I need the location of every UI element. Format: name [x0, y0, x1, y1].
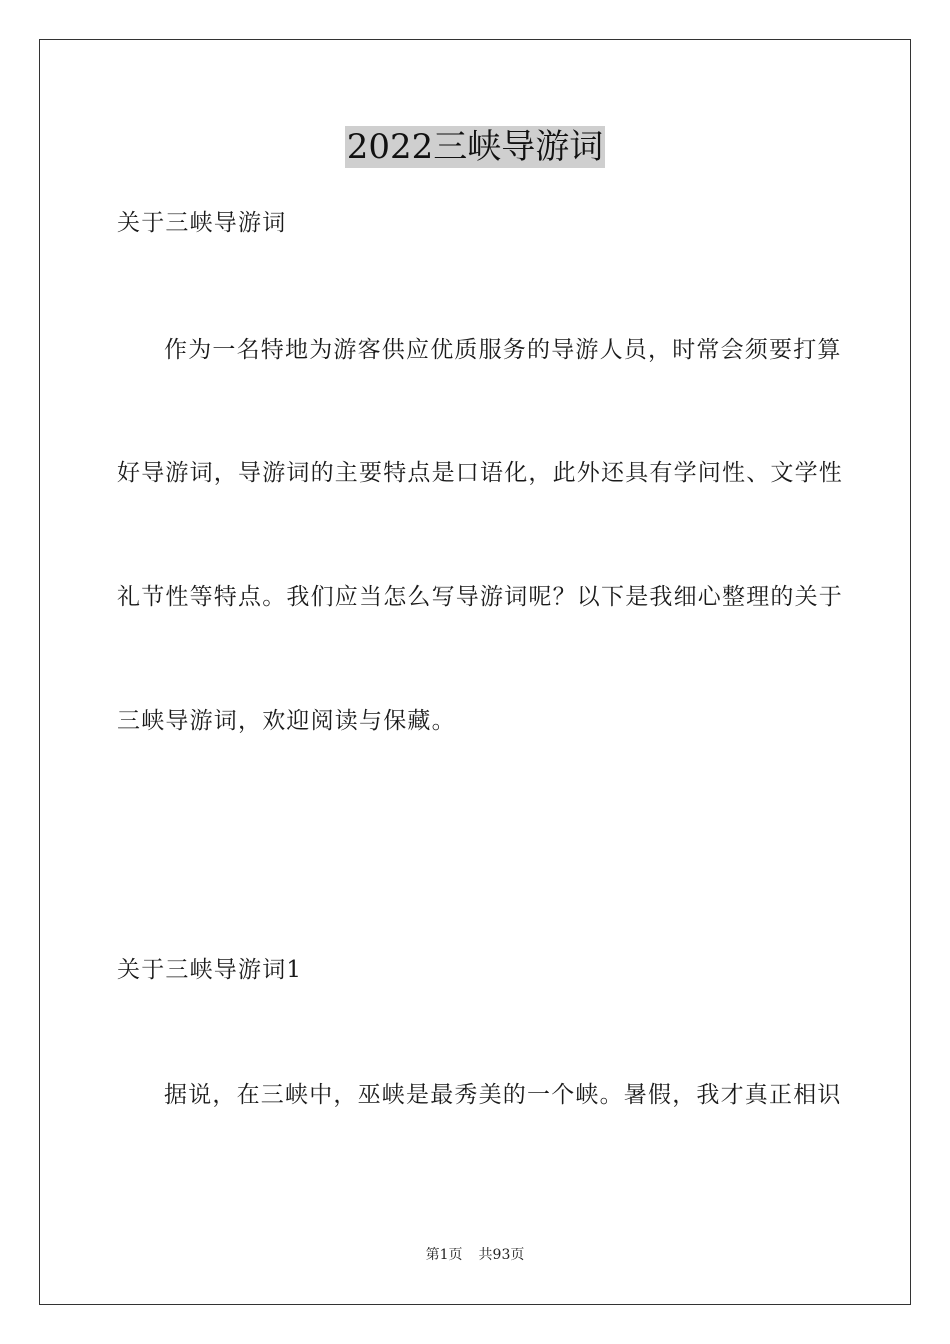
paragraph-line-3: 礼节性等特点。我们应当怎么写导游词呢？以下是我细心整理的关于	[117, 584, 843, 610]
paragraph-line-2: 好导游词，导游词的主要特点是口语化，此外还具有学问性、文学性	[117, 460, 843, 486]
page-footer	[0, 1246, 950, 1264]
section-heading: 关于三峡导游词1	[117, 957, 303, 983]
paragraph-line-4: 三峡导游词，欢迎阅读与保藏。	[117, 708, 456, 734]
subtitle: 关于三峡导游词	[117, 210, 287, 236]
page-number: 第1页	[425, 1247, 463, 1263]
section-first-line: 据说，在三峡中，巫峡是最秀美的一个峡。暑假，我才真正相识	[164, 1082, 842, 1108]
paragraph-line-1: 作为一名特地为游客供应优质服务的导游人员，时常会须要打算	[164, 337, 842, 363]
document-title: 2022三峡导游词	[346, 127, 604, 167]
page-total: 共93页	[478, 1247, 525, 1263]
title-container	[0, 126, 950, 168]
